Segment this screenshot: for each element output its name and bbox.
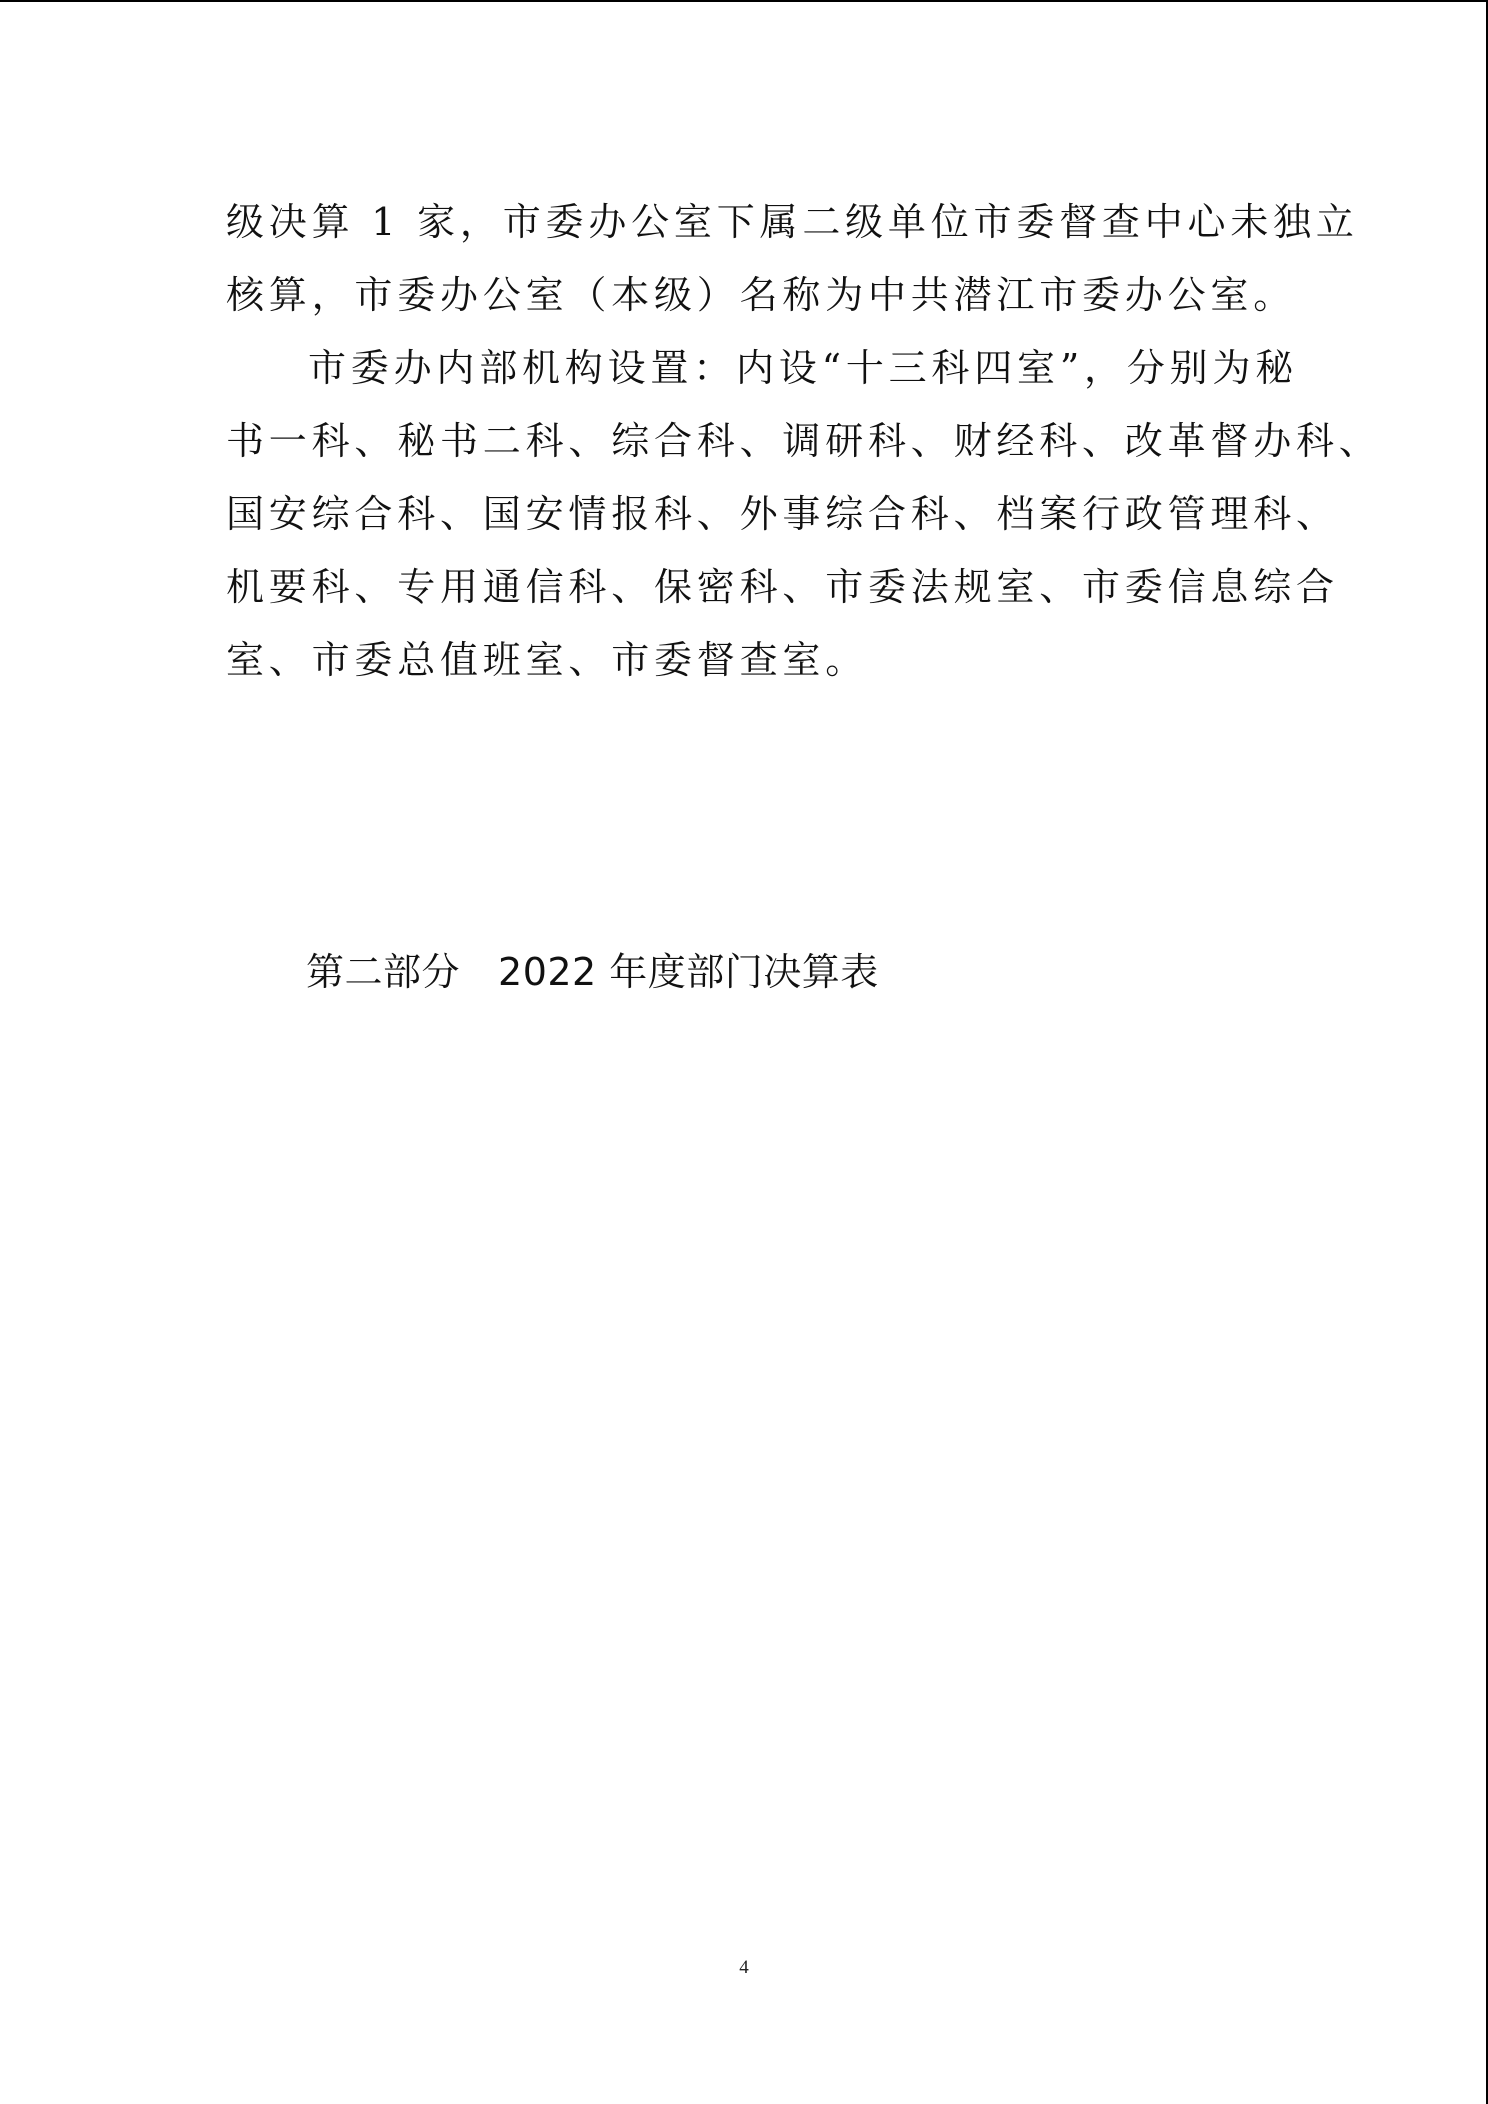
paragraph-2-line-3: 国安综合科、国安情报科、外事综合科、档案行政管理科、 [226,492,1339,536]
page-number: 4 [739,1957,749,1978]
section-heading [306,942,879,1002]
paragraph-1-line-1: 级决算 1 家，市委办公室下属二级单位市委督查中心未独立 [226,200,1359,244]
paragraph-1-line-2: 核算，市委办公室（本级）名称为中共潜江市委办公室。 [226,273,1297,317]
page-top-border [0,0,1488,2]
paragraph-2-line-1: 市委办内部机构设置：内设“十三科四室”，分别为秘 [308,346,1299,390]
section-heading-title: 2022 年度部门决算表 [498,950,879,994]
paragraph-2-line-5: 室、市委总值班室、市委督查室。 [226,638,869,682]
body-text [226,186,1382,697]
paragraph-2-line-2: 书一科、秘书二科、综合科、调研科、财经科、改革督办科、 [226,419,1382,463]
section-heading-part: 第二部分 [306,950,461,994]
paragraph-2-line-4: 机要科、专用通信科、保密科、市委法规室、市委信息综合 [226,565,1339,609]
